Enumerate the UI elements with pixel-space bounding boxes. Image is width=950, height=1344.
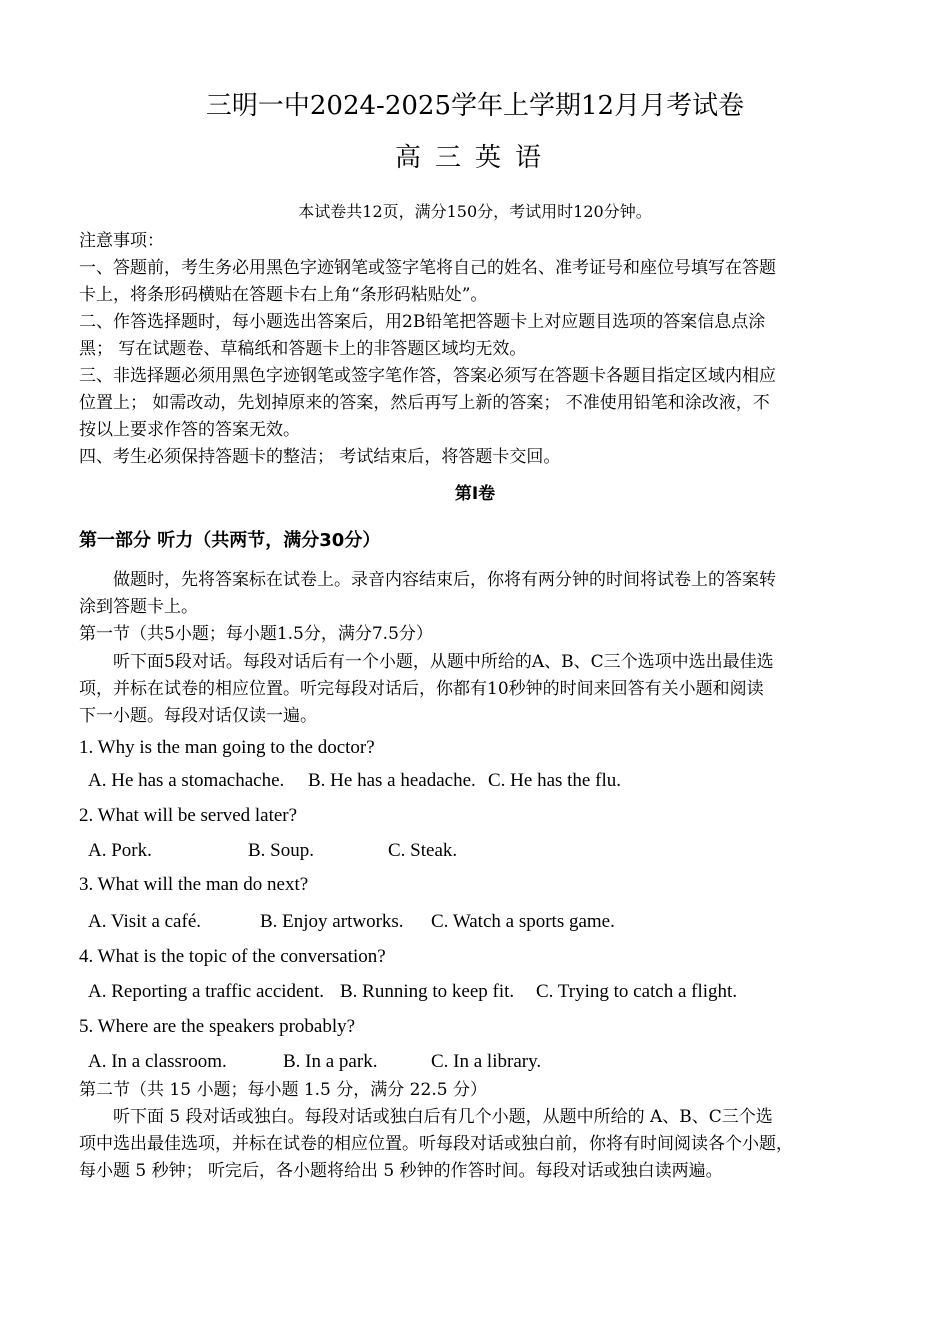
section1-heading: 第一节（共5小题；每小题1.5分，满分7.5分） [79, 624, 433, 644]
volume-heading: 第Ⅰ卷 [454, 484, 496, 504]
exam-info: 本试卷共12页，满分150分，考试用时120分钟。 [298, 202, 652, 221]
notes-line: 按以上要求作答的答案无效。 [79, 420, 300, 440]
notes-line: 位置上； 如需改动，先划掉原来的答案，然后再写上新的答案； 不准使用铅笔和涂改液，不 [79, 393, 770, 413]
q1-option-a: A. He has a stomachache. [88, 770, 285, 791]
q2-option-a: A. Pork. [88, 840, 152, 861]
q4-option-a: A. Reporting a traffic accident. [88, 981, 324, 1002]
exam-title: 三明一中2024-2025学年上学期12月月考试卷 [205, 91, 745, 121]
question-1: 1. Why is the man going to the doctor? [79, 737, 375, 758]
q3-option-b: B. Enjoy artworks. [260, 911, 404, 932]
notes-line: 一、答题前，考生务必用黑色字迹钢笔或签字笔将自己的姓名、准考证号和座位号填写在答题 [79, 258, 776, 278]
q5-option-c: C. In a library. [431, 1051, 542, 1072]
q5-option-b: B. In a park. [283, 1051, 378, 1072]
section2-heading: 第二节（共 15 小题；每小题 1.5 分，满分 22.5 分） [79, 1080, 487, 1100]
q3-option-c: C. Watch a sports game. [431, 911, 615, 932]
question-4: 4. What is the topic of the conversation? [79, 946, 386, 967]
section2-instruction: 每小题 5 秒钟； 听完后，各小题将给出 5 秒钟的作答时间。每段对话或独白读两遍。 [79, 1161, 723, 1181]
part1-heading: 第一部分 听力（共两节，满分30分） [79, 530, 381, 551]
notes-line: 卡上，将条形码横贴在答题卡右上角“条形码粘贴处”。 [79, 285, 488, 305]
question-2: 2. What will be served later? [79, 805, 298, 826]
question-3: 3. What will the man do next? [79, 874, 309, 895]
q1-option-b: B. He has a headache. [308, 770, 476, 791]
notes-line: 二、作答选择题时，每小题选出答案后，用2B铅笔把答题卡上对应题目选项的答案信息点涂 [79, 312, 766, 332]
notes-line: 黑； 写在试题卷、草稿纸和答题卡上的非答题区域均无效。 [79, 339, 527, 359]
section1-instruction: 项，并标在试卷的相应位置。听完每段对话后，你都有10秒钟的时间来回答有关小题和阅读 [79, 679, 764, 699]
q2-option-b: B. Soup. [248, 840, 314, 861]
section1-instruction: 听下面5段对话。每段对话后有一个小题，从题中所给的A、B、C三个选项中选出最佳选 [113, 652, 774, 672]
section1-instruction: 下一小题。每段对话仅读一遍。 [79, 706, 317, 726]
q4-option-c: C. Trying to catch a flight. [536, 981, 738, 1002]
q4-option-b: B. Running to keep fit. [340, 981, 515, 1002]
part1-intro-line: 做题时，先将答案标在试卷上。录音内容结束后，你将有两分钟的时间将试卷上的答案转 [113, 570, 776, 590]
q1-option-c: C. He has the flu. [488, 770, 621, 791]
notes-heading: 注意事项： [79, 231, 164, 251]
q2-option-c: C. Steak. [388, 840, 458, 861]
part1-intro-line: 涂到答题卡上。 [79, 597, 198, 617]
section2-instruction: 项中选出最佳选项，并标在试卷的相应位置。听每段对话或独白前，你将有时间阅读各个小题， [79, 1134, 793, 1154]
question-5: 5. Where are the speakers probably? [79, 1016, 356, 1037]
exam-subject: 高三英语 [394, 143, 555, 173]
section2-instruction: 听下面 5 段对话或独白。每段对话或独白后有几个小题，从题中所给的 A、B、C三个选 [113, 1107, 773, 1127]
q3-option-a: A. Visit a café. [88, 911, 201, 932]
q5-option-a: A. In a classroom. [88, 1051, 227, 1072]
notes-line: 三、非选择题必须用黑色字迹钢笔或签字笔作答，答案必须写在答题卡各题目指定区域内相应 [79, 366, 776, 386]
notes-line: 四、考生必须保持答题卡的整洁； 考试结束后，将答题卡交回。 [79, 447, 561, 467]
